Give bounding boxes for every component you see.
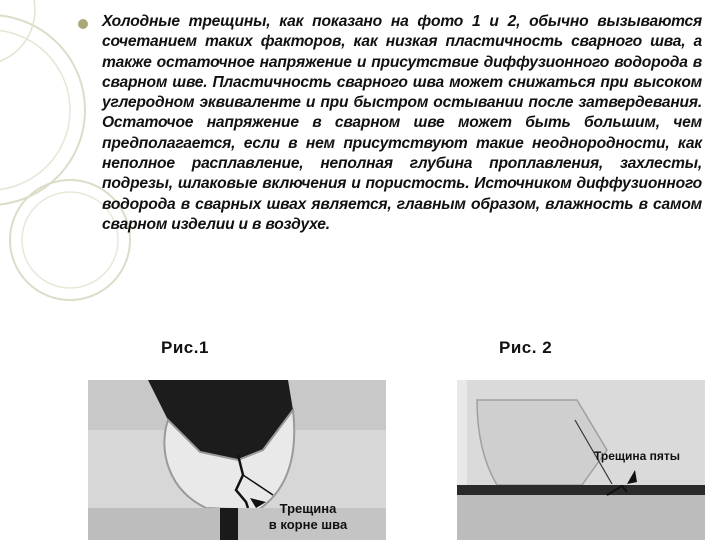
figure-1-annotation xyxy=(258,501,358,533)
figure-1-caption: Рис.1 xyxy=(161,338,209,357)
figure-2-caption: Рис. 2 xyxy=(499,338,553,357)
body-text: Холодные трещины, как показано на фото 1 и 2, обычно вызываются сочетанием таких факторов, как низкая пластичность сварного шва, а также остаточное напряжение и присутствие диффузионного водорода в сварном шве. Пластичность сварного шва может снижаться при высоком углеродном эквиваленте и при быстром остывании после затвердевания. Остаточое напряжение в сварном шве может быть большим, чем предполагается, если в нем присутствуют такие неоднородности, как неполное расплавление, неполная глубина проплавления, захлесты, подрезы, шлаковые включения и пористость. Источником диффузионного водорода в сварных швах является, главным образом, влажность в самом сварном изделии и в воздухе. xyxy=(102,13,702,233)
figure-2-annotation: Трещина пяты xyxy=(593,449,680,463)
bullet-icon xyxy=(78,19,88,29)
figure-1-annotation-line1: Трещина xyxy=(279,501,337,516)
figure-1-annotation-line2: в корне шва xyxy=(268,517,348,532)
